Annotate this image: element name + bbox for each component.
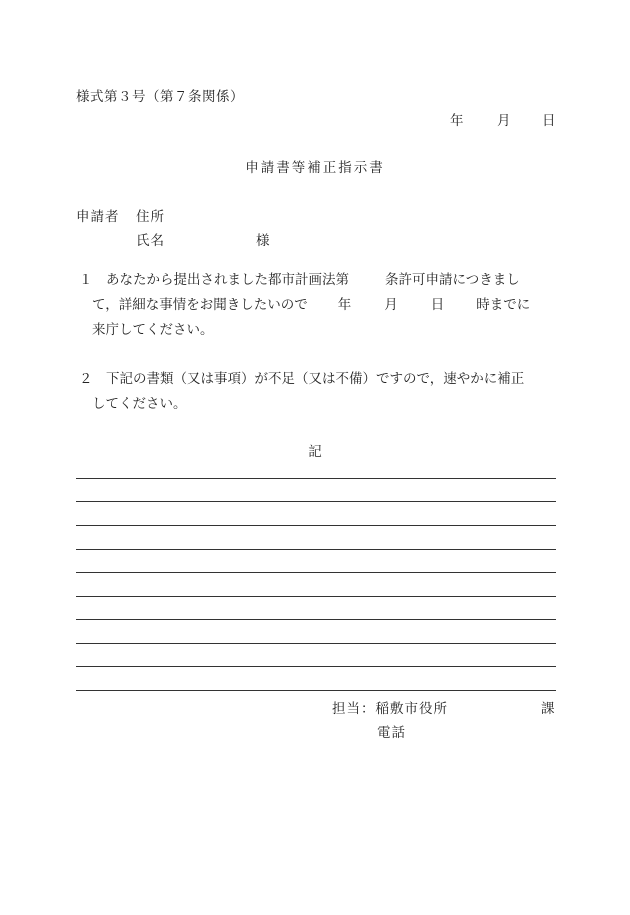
date-year-label: 年 [450,113,464,129]
ruled-line [76,549,556,550]
name-label: 氏名 [136,233,165,249]
ruled-line [76,572,556,573]
item-1-line-2-b: 時までに [476,297,531,313]
ruled-line [76,478,556,479]
contact-label: 担当：稲敷市役所 [332,701,448,717]
form-number: 様式第３号（第７条関係） [76,89,244,105]
item-1-day: 日 [430,297,445,313]
date-day-label: 日 [542,113,556,129]
item-1-line-2-a: て，詳細な事情をお聞きしたいので [92,297,308,313]
item-1-number: １ [79,272,93,288]
item-2-line-2: してください。 [92,396,187,412]
ruled-line [76,690,556,691]
ruled-line [76,596,556,597]
item-1-month: 月 [384,297,398,313]
item-1-line-3: 来庁してください。 [92,322,214,338]
ruled-line [76,666,556,667]
notes-heading: 記 [308,444,322,460]
item-2-line-1: 下記の書類（又は事項）が不足（又は不備）ですので，速やかに補正 [106,371,525,387]
honorific-sama: 様 [256,233,270,249]
ruled-line [76,525,556,526]
item-1-line-1-b: 条許可申請につきまし [385,272,520,288]
ruled-line [76,643,556,644]
item-1-paragraph [76,268,556,343]
phone-label: 電話 [377,725,406,741]
ruled-line [76,501,556,502]
applicant-label: 申請者 [76,209,120,225]
document-title: 申請書等補正指示書 [245,160,385,176]
item-1-year: 年 [337,297,352,313]
item-2-paragraph [76,367,556,417]
item-2-number: ２ [79,371,93,387]
item-1-line-1-a: あなたから提出されました都市計画法第 [106,272,349,288]
address-label: 住所 [136,209,165,225]
item-1-line-1 [76,268,556,293]
ruled-line [76,619,556,620]
item-1-line-2 [76,293,556,318]
section-suffix: 課 [541,701,555,717]
date-month-label: 月 [497,113,511,129]
